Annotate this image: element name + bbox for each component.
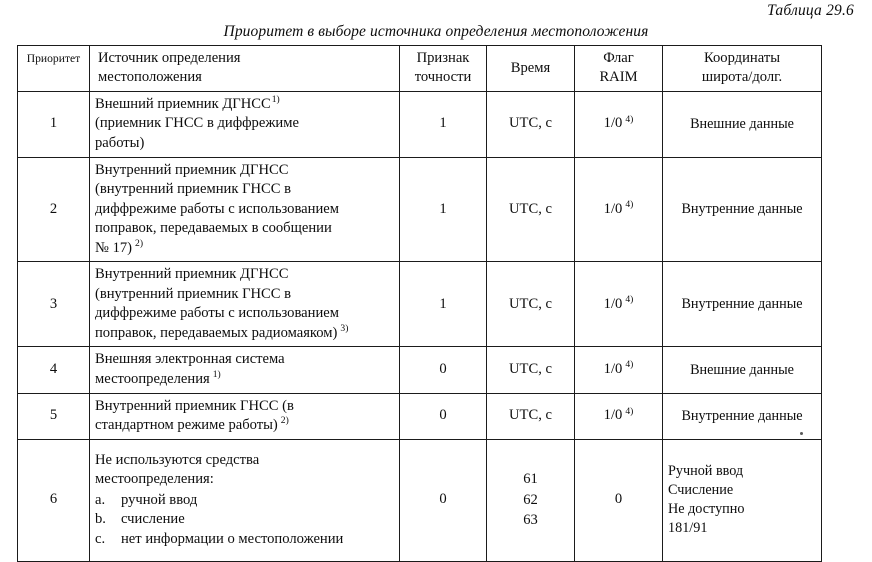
coordinate-value: Не доступно: [668, 501, 745, 518]
priority-table: [17, 45, 822, 562]
footnote-marker: 1): [212, 369, 221, 381]
table-body: [18, 91, 822, 561]
cell-time: UTC, с: [487, 347, 575, 393]
source-sublist: [95, 491, 394, 550]
table-row: [18, 439, 822, 561]
column-header-accuracy-line2: точности: [414, 69, 472, 86]
cell-coordinates: Внешние данные: [663, 91, 822, 157]
table-header-row: [18, 46, 822, 92]
cell-source: [90, 439, 400, 561]
list-item-letter: c.: [95, 530, 106, 547]
cell-priority: 1: [18, 91, 90, 157]
column-header-raim-line1: Флаг: [603, 50, 634, 67]
coordinate-value: 181/91: [668, 520, 708, 537]
source-line: местоопределения:: [95, 471, 214, 488]
column-header-priority: Приоритет: [18, 46, 90, 92]
cell-source: [90, 91, 400, 157]
cell-time: UTC, с: [487, 157, 575, 262]
source-line: (внутренний приемник ГНСС в: [95, 285, 292, 302]
cell-coordinates: Внешние данные: [663, 347, 822, 393]
table-row: [18, 347, 822, 393]
footnote-marker: 4): [625, 293, 634, 305]
coordinate-value: Счисление: [668, 481, 734, 498]
footnote-marker: 4): [625, 113, 634, 125]
cell-raim-flag: 1/0 $^{4)}$: [575, 91, 663, 157]
cell-coordinates: Внутренние данные: [663, 157, 822, 262]
source-line: Внутренний приемник ГНСС (в: [95, 397, 294, 414]
column-header-coordinates-line2: широта/долг.: [701, 69, 783, 86]
priority-table-container: [17, 45, 821, 562]
source-line: стандартном режиме работы) $^{2)}$: [95, 415, 289, 434]
time-value: 61: [523, 471, 538, 488]
time-value: 62: [523, 491, 538, 508]
column-header-source: [90, 46, 400, 92]
footnote-marker: 4): [625, 359, 634, 371]
table-row: [18, 262, 822, 347]
cell-coordinates: Внутренние данные: [663, 262, 822, 347]
cell-source: [90, 157, 400, 262]
cell-raim-flag: 1/0 $^{4)}$: [575, 157, 663, 262]
footnote-marker: 2): [280, 415, 289, 427]
source-line: (приемник ГНСС в диффрежиме: [95, 115, 299, 132]
footnote-marker: 1): [271, 93, 280, 105]
cell-source: [90, 393, 400, 439]
page-title: Приоритет в выборе источника определения местоположения: [223, 23, 649, 40]
column-header-accuracy: [400, 46, 487, 92]
cell-accuracy-flag: 1: [400, 91, 487, 157]
column-header-time: Время: [487, 46, 575, 92]
column-header-raim-line2: RAIM: [599, 69, 638, 86]
source-line: (внутренний приемник ГНСС в: [95, 181, 292, 198]
table-row: [18, 91, 822, 157]
footnote-marker: 2): [135, 237, 144, 249]
source-line: Внутренний приемник ДГНСС: [95, 266, 289, 283]
cell-priority: 5: [18, 393, 90, 439]
table-header: [18, 46, 822, 92]
cell-time: UTC, с: [487, 393, 575, 439]
source-line: № 17) $^{2)}$: [95, 237, 144, 256]
cell-source: [90, 262, 400, 347]
column-header-source-line2: местоположения: [98, 69, 202, 86]
cell-source: [90, 347, 400, 393]
cell-accuracy-flag: 0: [400, 347, 487, 393]
table-row: [18, 393, 822, 439]
list-item-letter: b.: [95, 511, 106, 528]
list-item-label: счисление: [121, 511, 185, 528]
source-line: местоопределения $^{1)}$: [95, 369, 221, 387]
column-header-coordinates: [663, 46, 822, 92]
source-line: Внешний приемник ДГНСС$^{1)}$: [95, 93, 280, 112]
cell-time: UTC, с: [487, 262, 575, 347]
table-number-caption: Таблица 29.6: [767, 2, 854, 19]
source-line: Не используются средства: [95, 451, 260, 468]
cell-priority: 6: [18, 439, 90, 561]
list-item-label: нет информации о местоположении: [121, 530, 344, 547]
ink-speck: [800, 432, 803, 435]
list-item-letter: a.: [95, 491, 106, 508]
list-item: [95, 510, 394, 530]
cell-raim-flag: 1/0 $^{4)}$: [575, 347, 663, 393]
column-header-raim: [575, 46, 663, 92]
source-line: диффрежиме работы с использованием: [95, 200, 339, 217]
column-header-source-line1: Источник определения: [98, 50, 241, 66]
footnote-marker: 3): [340, 323, 349, 335]
cell-priority: 3: [18, 262, 90, 347]
cell-coordinates: [663, 439, 822, 561]
source-line: Внутренний приемник ДГНСС: [95, 161, 289, 178]
cell-accuracy-flag: 0: [400, 439, 487, 561]
column-header-coordinates-line1: Координаты: [703, 50, 781, 67]
source-line: поправок, передаваемых в сообщении: [95, 220, 332, 237]
cell-raim-flag: 1/0 $^{4)}$: [575, 262, 663, 347]
footnote-marker: 4): [625, 405, 634, 417]
cell-coordinates: Внутренние данные: [663, 393, 822, 439]
source-line: диффрежиме работы с использованием: [95, 305, 339, 322]
cell-priority: 4: [18, 347, 90, 393]
cell-raim-flag: 1/0 $^{4)}$: [575, 393, 663, 439]
list-item-label: ручной ввод: [121, 491, 198, 508]
cell-time: [487, 439, 575, 561]
list-item: [95, 530, 394, 550]
cell-priority: 2: [18, 157, 90, 262]
cell-accuracy-flag: 1: [400, 262, 487, 347]
column-header-accuracy-line1: Признак: [416, 50, 470, 67]
coordinate-value: Ручной ввод: [668, 462, 744, 479]
cell-time: UTC, с: [487, 91, 575, 157]
footnote-marker: 4): [625, 198, 634, 210]
source-line: работы): [95, 134, 145, 151]
list-item: [95, 491, 394, 511]
table-row: [18, 157, 822, 262]
time-value: 63: [523, 512, 538, 529]
source-line: поправок, передаваемых радиомаяком) $^{3)}$: [95, 323, 349, 341]
cell-raim-flag: 0: [575, 439, 663, 561]
cell-accuracy-flag: 1: [400, 157, 487, 262]
cell-accuracy-flag: 0: [400, 393, 487, 439]
source-line: Внешняя электронная система: [95, 351, 285, 368]
